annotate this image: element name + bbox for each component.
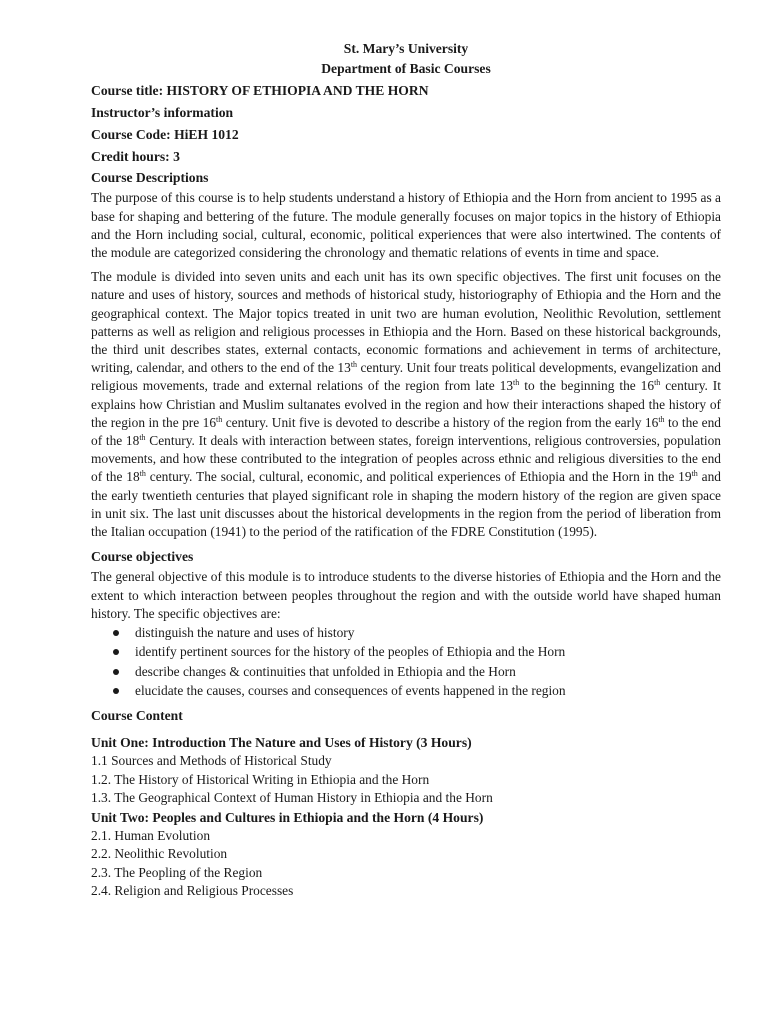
unit-two-title: Unit Two: Peoples and Cultures in Ethiopia and the Horn (4 Hours) <box>91 809 484 825</box>
university-name: St. Mary’s University <box>343 41 469 56</box>
objectives-heading: Course objectives <box>91 549 194 565</box>
credit-hours: Credit hours: 3 <box>91 148 180 164</box>
department-name: Department of Basic Courses <box>321 61 491 77</box>
bullet-icon <box>113 669 119 675</box>
para2-text: Century. It deals with interaction between states, foreign interventions, religious controversies, population movements, and how these contributed to the integration of peoples across ethnic and religious diversities to the end of the 18 <box>91 433 721 485</box>
unit-one-item: 1.2. The History of Historical Writing in Ethiopia and the Horn <box>91 771 430 787</box>
bullet-icon <box>113 688 119 694</box>
para2-text: century. The social, cultural, economic, and political experiences of Ethiopia and the Horn in the 19 <box>145 469 692 485</box>
objective-text: elucidate the causes, courses and consequences of events happened in the region <box>135 682 566 698</box>
instructor-info: Instructor’s information <box>91 105 234 121</box>
superscript: th <box>513 378 520 388</box>
para2-text: century. Unit four treats political developments, evangelization and religious movements, trade and external relations of the region from late 13 <box>91 360 721 394</box>
unit-two-item: 2.1. Human Evolution <box>91 828 211 844</box>
bullet-icon <box>113 649 119 655</box>
objectives-intro: The general objective of this module is to introduce students to the diverse histories of Ethiopia and the Horn and the extent to which interaction between peoples throughout the region and with the outside world have shaped human history. The specific objectives are: <box>91 569 721 621</box>
course-code: Course Code: HiEH 1012 <box>91 126 239 142</box>
description-paragraph-1: The purpose of this course is to help students understand a history of Ethiopia and the Horn from ancient to 1995 as a base for shaping and bettering of the future. The module generally focuses on major topics in the history of Ethiopia and the Horn including social, cultural, economic, political experiences that were also intertwined. The contents of the module are categorized considering the chronology and thematic relations of events in time and space. <box>91 190 721 261</box>
course-title: Course title: HISTORY OF ETHIOPIA AND THE HORN <box>91 83 429 99</box>
unit-one-title: Unit One: Introduction The Nature and Uses of History (3 Hours) <box>91 735 472 751</box>
list-item <box>113 682 721 700</box>
unit-one-item: 1.1 Sources and Methods of Historical Study <box>91 753 332 769</box>
list-item <box>113 663 721 681</box>
objectives-list <box>91 624 721 700</box>
objective-text: distinguish the nature and uses of history <box>135 625 355 641</box>
objective-text: describe changes & continuities that unfolded in Ethiopia and the Horn <box>135 663 516 679</box>
document-page <box>91 40 721 900</box>
list-item <box>113 624 721 642</box>
superscript: th <box>658 414 665 424</box>
objective-text: identify pertinent sources for the history of the peoples of Ethiopia and the Horn <box>135 644 566 660</box>
para2-text: to the beginning the 16 <box>519 378 655 394</box>
superscript: th <box>350 360 358 370</box>
superscript: th <box>139 469 146 479</box>
superscript: th <box>691 469 698 479</box>
unit-two-item: 2.2. Neolithic Revolution <box>91 846 228 862</box>
bullet-icon <box>113 630 119 636</box>
description-paragraph-2 <box>91 268 721 541</box>
para2-text: century. Unit five is devoted to describe a history of the region from the early 16 <box>222 414 659 430</box>
superscript: th <box>654 378 661 388</box>
list-item <box>113 643 721 661</box>
unit-two-item: 2.4. Religion and Religious Processes <box>91 882 294 898</box>
para2-text: The module is divided into seven units and each unit has its own specific objectives. The first unit focuses on the nature and uses of history, sources and methods of historical study, historiography of Ethiopia and the Horn and the geographical context. The Major topics treated in unit two are human evolution, Neolithic Revolution, settlement patterns as well as religion and religious processes in Ethiopia and the Horn. Based on these historical backgrounds, the third unit describes states, external contacts, economic formations and achievement in terms of architecture, writing, calendar, and others to the end of the 13 <box>91 269 721 376</box>
superscript: th <box>216 414 223 424</box>
para2-text: and the early twentieth centuries that played significant role in shaping the modern history of the region are given space in unit six. The last unit discusses about the historical developments in the region from the period of liberation from the Italian occupation (1941) to the period of the ratification of the FDRE Constitution (1995). <box>91 469 722 540</box>
superscript: th <box>139 433 146 443</box>
unit-two-item: 2.3. The Peopling of the Region <box>91 864 263 880</box>
unit-one-item: 1.3. The Geographical Context of Human History in Ethiopia and the Horn <box>91 789 493 805</box>
content-heading: Course Content <box>91 707 183 723</box>
para2-text: to the end of the 18 <box>91 414 721 449</box>
descriptions-heading: Course Descriptions <box>91 170 209 186</box>
para2-text: century. It explains how Christian and Muslim sultanates evolved in the region and how their interactions shaped the history of the region in the pre 16 <box>91 378 721 430</box>
